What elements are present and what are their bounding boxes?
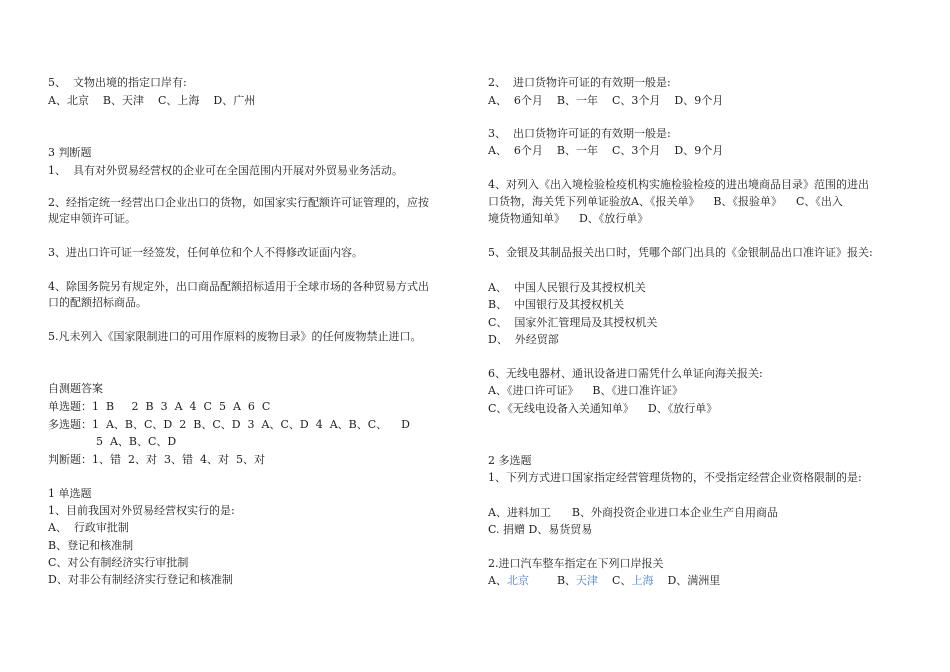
option-label: B、 (556, 574, 577, 587)
answers-judge: 判断题：1、错 2、对 3、错 4、对 5、对 (48, 453, 265, 466)
highlighted-option: 北京 (506, 574, 529, 587)
judge-item: 3、进出口许可证一经签发，任何单位和个人不得修改证面内容。 (48, 246, 363, 259)
option: A、 中国人民银行及其授权机关 (488, 281, 646, 294)
option: D、 外经贸部 (488, 333, 559, 346)
question-options: A、 6个月 B、一年 C、3个月 D、9个月 (488, 144, 724, 157)
question-text: 境货物通知单》 D、《放行单》 (488, 212, 649, 225)
question-text: 6、无线电器材、通讯设备进口需凭什么单证向海关报关: (488, 367, 763, 380)
section-heading: 2 多选题 (488, 454, 532, 467)
question-text: 1、下列方式进口国家指定经营管理货物的，不受指定经营企业资格限制的是: (488, 471, 862, 484)
option: A、进料加工 B、外商投资企业进口本企业生产自用商品 (488, 506, 779, 519)
judge-item: 2、经指定统一经营出口企业出口的货物，如国家实行配额许可证管理的，应按 (48, 196, 429, 209)
question-text: 2、 进口货物许可证的有效期一般是: (488, 76, 671, 89)
question-text: 5、金银及其制品报关出口时，凭哪个部门出具的《金银制品出口准许证》报关: (488, 246, 873, 259)
question-text: 口货物，海关凭下列单证验放A、《报关单》 B、《报验单》 C、《出入 (488, 195, 843, 208)
answers-heading: 自测题答案 (48, 382, 103, 395)
option: D、对非公有制经济实行登记和核准制 (48, 573, 233, 586)
highlighted-option: 上海 (631, 574, 654, 587)
question-text: 2.进口汽车整车指定在下列口岸报关 (488, 557, 664, 570)
option: A、《进口许可证》 B、《进口准许证》 (488, 384, 684, 397)
question-options (488, 574, 720, 588)
question-text: 1、目前我国对外贸易经营权实行的是: (48, 504, 235, 517)
judge-item: 4、除国务院另有规定外，出口商品配额招标适用于全球市场的各种贸易方式出 (48, 280, 429, 293)
section-heading: 1 单选题 (48, 487, 92, 500)
option: A、 行政审批制 (48, 521, 129, 534)
option-label: A、 (488, 574, 507, 587)
judge-item-cont: 口的配额招标商品。 (48, 296, 147, 309)
option: C. 捐赠 D、易货贸易 (488, 523, 593, 536)
question-text: 3、 出口货物许可证的有效期一般是: (488, 127, 671, 140)
answers-multi: 多选题：1 A、B、C、D 2 B、C、D 3 A、C、D 4 A、B、C、 D (48, 418, 410, 431)
question-text: 4、对列入《出入境检验检疫机构实施检验检疫的进出境商品目录》范围的进出 (488, 178, 869, 191)
question-options: A、北京 B、天津 C、上海 D、广州 (48, 94, 256, 107)
option: C、《无线电设备入关通知单》 D、《放行单》 (488, 402, 718, 415)
highlighted-option: 天津 (576, 574, 599, 587)
option-label: C、 (612, 574, 632, 587)
question-text: 5、 文物出境的指定口岸有: (48, 76, 187, 89)
answers-single: 单选题：1 B 2 B 3 A 4 C 5 A 6 C (48, 400, 271, 413)
section-heading: 3 判断题 (48, 146, 92, 159)
judge-item-cont: 规定申领许可证。 (48, 212, 136, 225)
judge-item: 1、 具有对外贸易经营权的企业可在全国范围内开展对外贸易业务活动。 (48, 164, 403, 177)
option: B、 中国银行及其授权机关 (488, 298, 625, 311)
option: C、 国家外汇管理局及其授权机关 (488, 316, 658, 329)
option: B、登记和核准制 (48, 539, 134, 552)
question-options: A、 6个月 B、一年 C、3个月 D、9个月 (488, 94, 724, 107)
option: D、满洲里 (667, 574, 721, 587)
option: C、对公有制经济实行审批制 (48, 556, 189, 569)
judge-item: 5.凡未列入《国家限制进口的可用作原料的废物目录》的任何废物禁止进口。 (48, 330, 422, 343)
answers-multi-cont: 5 A、B、C、D (96, 435, 177, 448)
